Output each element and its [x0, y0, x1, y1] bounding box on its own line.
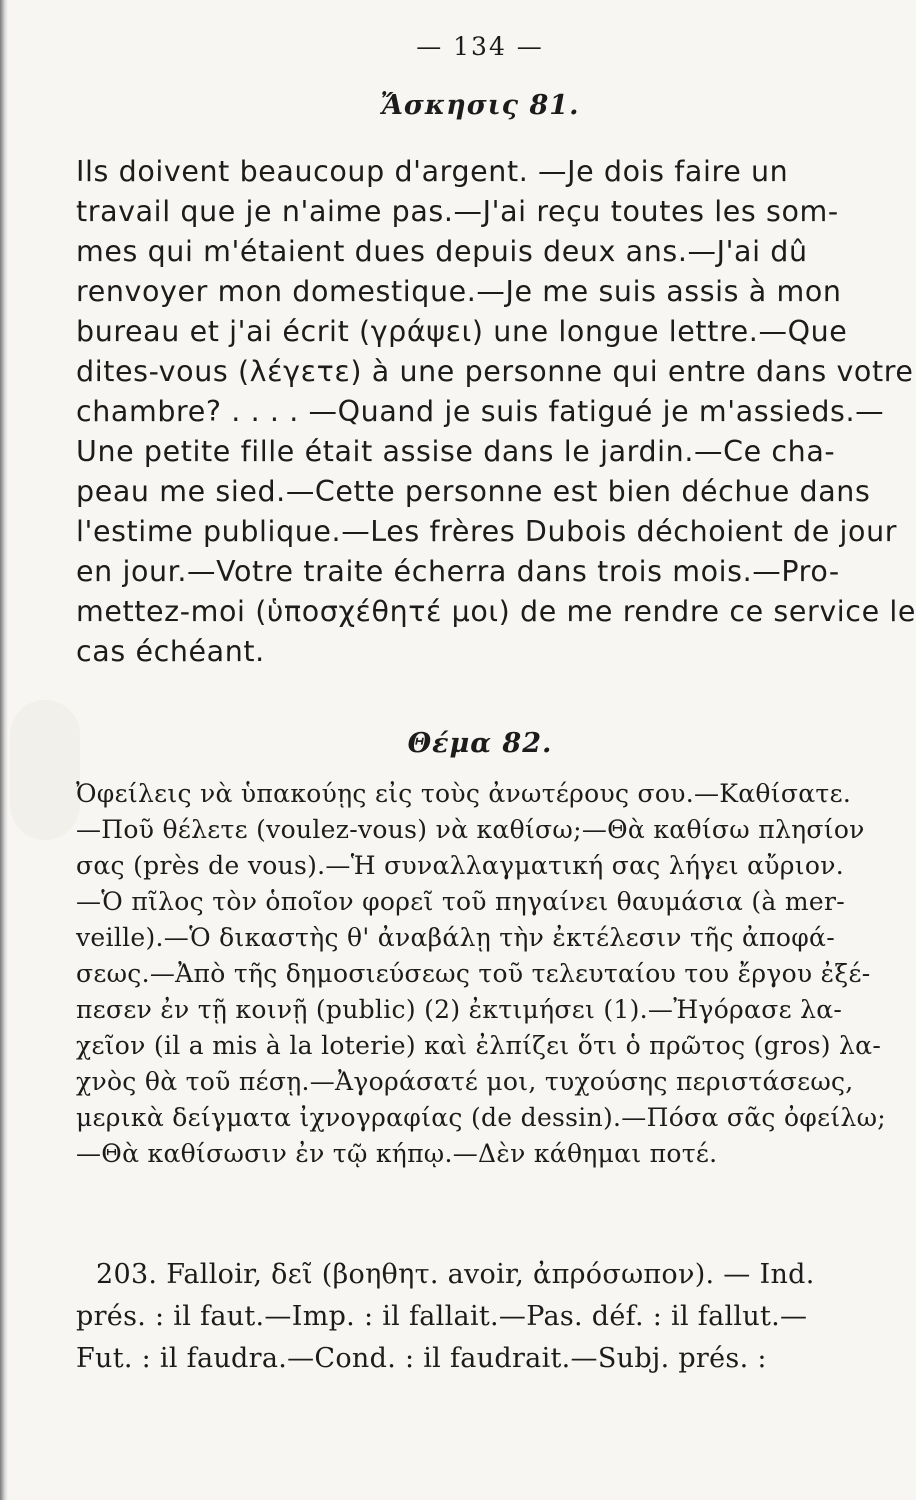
exercise-81-title: Ἄσκησις 81.	[380, 90, 580, 121]
text-line: —Ποῦ θέλετε (voulez-vous) νὰ καθίσω;—Θὰ καθίσω πλησίον	[76, 815, 865, 844]
text-line: veille).—Ὁ δικαστὴς θ' ἀναβάλῃ τὴν ἐκτέλεσιν τῆς ἀποφά-	[76, 923, 835, 952]
text-line: Une petite fille était assise dans le jardin.—Ce cha-	[76, 435, 836, 468]
text-line: renvoyer mon domestique.—Je me suis assis à mon	[76, 275, 842, 308]
text-line: —Ὁ πῖλος τὸν ὁποῖον φορεῖ τοῦ πηγαίνει θαυμάσια (à mer-	[76, 887, 845, 916]
section-203-text	[76, 1254, 916, 1380]
paper-stain	[10, 700, 80, 840]
text-line: χεῖον (il a mis à la loterie) καὶ ἐλπίζει ὅτι ὁ πρῶτος (gros) λα-	[76, 1031, 882, 1060]
text-line: bureau et j'ai écrit (γράψει) une longue lettre.—Que	[76, 315, 848, 348]
text-line: 203. Falloir, δεῖ (βοηθητ. avoir, ἀπρόσωπον). — Ind.	[96, 1259, 815, 1290]
text-line: peau me sied.—Cette personne est bien déchue dans	[76, 475, 871, 508]
text-line: chambre? . . . . —Quand je suis fatigué je m'assieds.—	[76, 395, 885, 428]
theme-82-text	[76, 776, 916, 1172]
text-line: en jour.—Votre traite écherra dans trois mois.—Pro-	[76, 555, 840, 588]
text-line: σεως.—Ἀπὸ τῆς δημοσιεύσεως τοῦ τελευταίου του ἔργου ἐξέ-	[76, 959, 871, 988]
text-line: dites-vous (λέγετε) à une personne qui entre dans votre	[76, 355, 914, 388]
text-line: l'estime publique.—Les frères Dubois déchoient de jour	[76, 515, 898, 548]
text-line: χνὸς θὰ τοῦ πέσῃ.—Ἀγοράσατέ μοι, τυχούσης περιστάσεως,	[76, 1067, 854, 1096]
text-line: prés. : il faut.—Imp. : il fallait.—Pas. déf. : il fallut.—	[76, 1301, 808, 1332]
text-line: Ils doivent beaucoup d'argent. —Je dois faire un	[76, 155, 789, 188]
text-line: mettez-moi (ὑποσχέθητέ μοι) de me rendre ce service le	[76, 595, 916, 628]
text-line: σας (près de vous).—Ἡ συναλλαγματική σας λήγει αὔριον.	[76, 851, 844, 880]
text-line: —Θὰ καθίσωσιν ἐν τῷ κήπῳ.—Δὲν κάθημαι ποτέ.	[76, 1139, 718, 1168]
text-line: Ὀφείλεις νὰ ὑπακούῃς εἰς τοὺς ἀνωτέρους σου.—Καθίσατε.	[76, 779, 852, 808]
text-line: Fut. : il faudra.—Cond. : il faudrait.—Subj. prés. :	[76, 1343, 767, 1374]
text-line: travail que je n'aime pas.—J'ai reçu toutes les som-	[76, 195, 839, 228]
exercise-81-text	[76, 152, 916, 672]
theme-82-title: Θέμα 82.	[407, 728, 553, 759]
page-number: — 134 —	[416, 32, 544, 61]
text-line: πεσεν ἐν τῇ κοινῇ (public) (2) ἐκτιμήσει (1).—Ἠγόρασε λα-	[76, 995, 843, 1024]
text-line: mes qui m'étaient dues depuis deux ans.—J'ai dû	[76, 235, 808, 268]
text-line: cas échéant.	[76, 635, 265, 668]
text-line: μερικὰ δείγματα ἰχνογραφίας (de dessin).—Πόσα σᾶς ὀφείλω;	[76, 1103, 887, 1132]
